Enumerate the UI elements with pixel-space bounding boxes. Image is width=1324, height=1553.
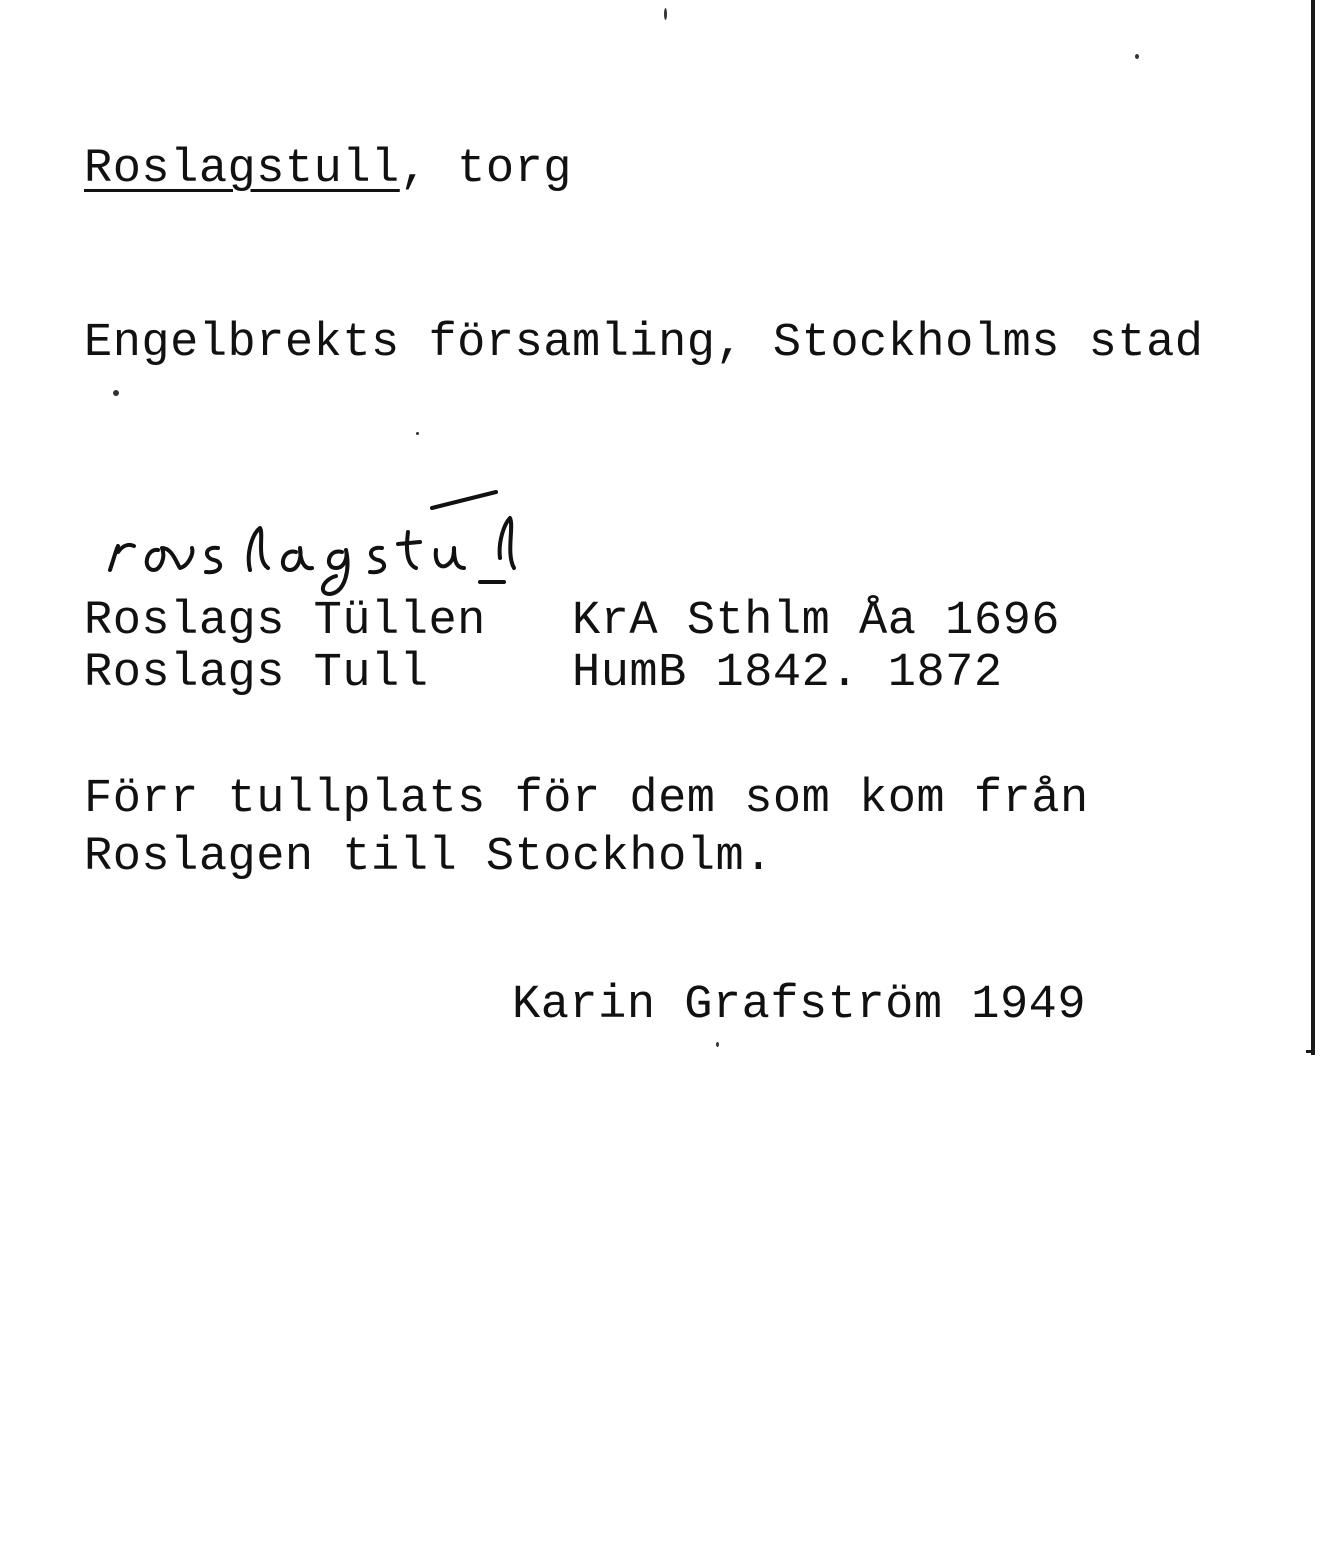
speck	[1135, 54, 1139, 59]
pronunciation-handwriting	[100, 488, 540, 598]
heading-suffix: , torg	[399, 143, 572, 196]
parish-line: Engelbrekts församling, Stockholms stad	[84, 317, 1204, 370]
form-name-1: Roslags Tüllen	[84, 595, 486, 648]
speck	[113, 390, 119, 396]
speck	[416, 432, 419, 435]
form-source-2: HumB 1842. 1872	[572, 647, 1003, 700]
heading-name: Roslagstull	[84, 143, 400, 196]
card-edge-tick	[1306, 1050, 1315, 1053]
speck	[716, 1042, 719, 1047]
heading	[84, 143, 572, 196]
author-signature: Karin Grafström 1949	[512, 979, 1087, 1032]
form-name-2: Roslags Tull	[84, 647, 429, 700]
card-edge	[1311, 0, 1315, 1055]
note-line-1: Förr tullplats för dem som kom från	[84, 773, 1089, 826]
note-line-2: Roslagen till Stockholm.	[84, 831, 773, 884]
form-source-1: KrA Sthlm Åa 1696	[572, 595, 1060, 648]
speck	[664, 8, 667, 20]
